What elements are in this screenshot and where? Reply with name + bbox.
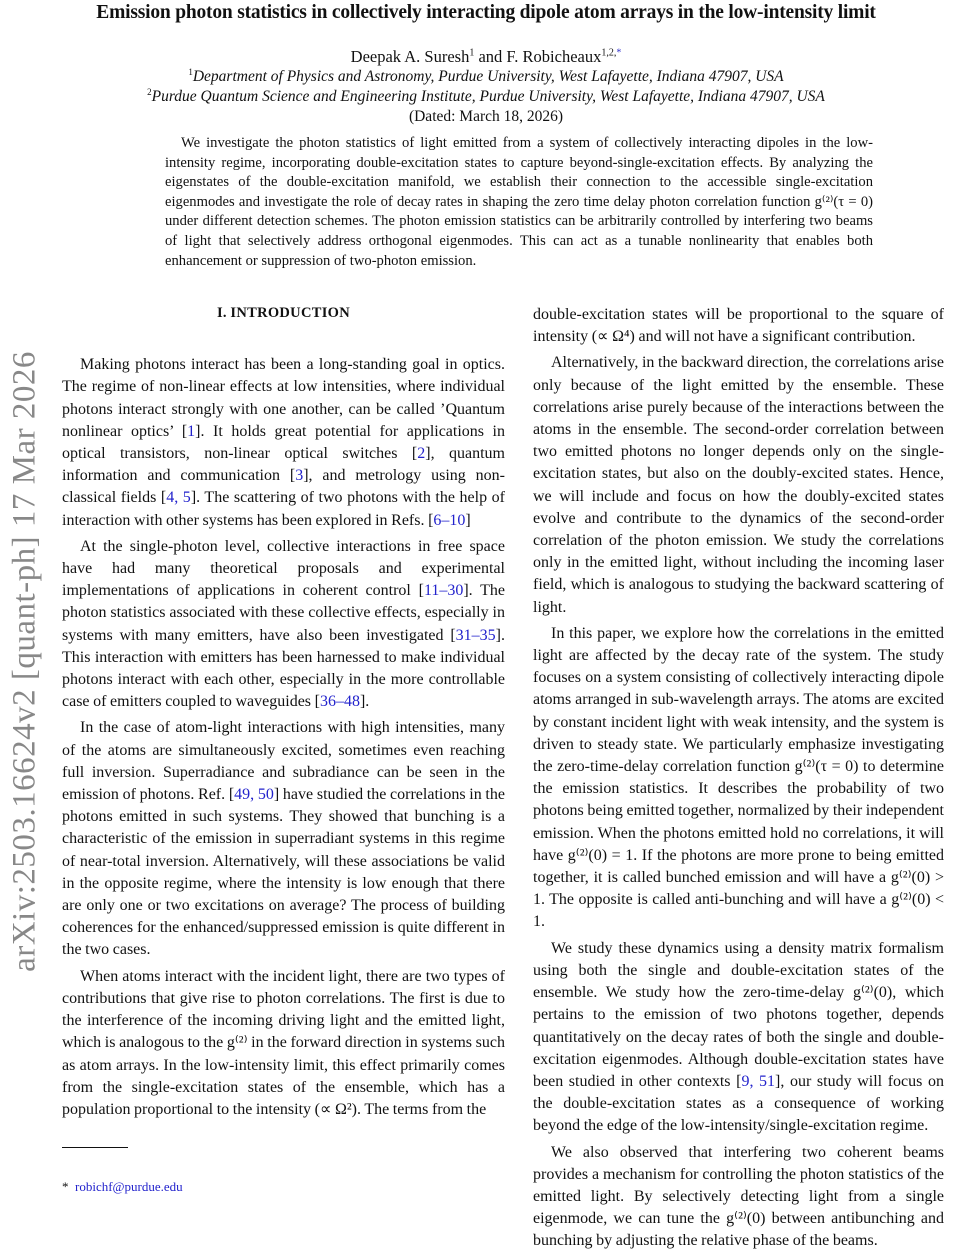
citation-link[interactable]: 11–30 (423, 582, 464, 600)
abstract: We investigate the photon statistics of light emitted from a system of collectively interacting dipoles in the low-intensity regime, incorporating double-excitation states to capture beyond-single-excitation effects. By analyzing the eigenstates of the double-excitation manifold, we establish their connection to the accessible single-excitation eigenmodes and investigate the role of decay rates in shaping the zero time delay photon correlation function g⁽²⁾(τ = 0) under different detection schemes. The photon emission statistics can be arbitrarily controlled by interfering two beams of light that selectively address orthogonal eigenmodes. This can act as a tunable nonlinearity that enables both enhancement or suppression of two-photon emission. (165, 135, 873, 269)
section-heading: I. INTRODUCTION (216, 305, 350, 321)
arxiv-side-label: arXiv:2503.16624v2 [quant-ph] 17 Mar 2026 (6, 351, 43, 972)
citation-link[interactable]: 4, 5 (166, 489, 191, 507)
paragraph: We also observed that interfering two coherent beams provides a mechanism for controlling the photon statistics of the emitted light. By selectively detecting light from a single eigenmode, we can tune the g⁽²⁾(0) between antibunching and bunching by adjusting the relative phase of the beams. (533, 1143, 944, 1250)
right-column (533, 304, 944, 1253)
left-column (62, 302, 505, 1121)
paragraph: In this paper, we explore how the correlations in the emitted light are affected by the decay rate of the system. The study focuses on a system consisting of collectively interacting dipole atoms arranged in sub-wavelength arrays. The atoms are excited by constant incident light with weak intensity, and the system is driven to steady state. We particularly emphasize investigating the zero-time-delay correlation function g⁽²⁾(τ = 0) to determine the emission statistics. It describes the probability of two photons being emitted together, normalized by their independent emission. When the photons emitted hold no correlations, it will have g⁽²⁾(0) = 1. If the photons are more prone to being emitted together, it is called bunched emission and will have a g⁽²⁾(0) > 1. The opposite is called anti-bunching and will have a g⁽²⁾(0) < 1. (533, 624, 944, 931)
affiliation-2: $^2$Purdue Quantum Science and Engineering Institute, Purdue University, West Lafayette, Indiana 47907, USA (147, 87, 825, 106)
corresponding-author-link[interactable]: * (616, 47, 622, 59)
paragraph: We study these dynamics using a density matrix formalism using both the single and double-excitation states of the ensemble. We study how the zero-time-delay g⁽²⁾(0), which pertains to the emission of two photons together, depends quantitatively on the decay rates of both the single and double-excitation eigenmodes. Although double-excitation states have been studied in other contexts [9, 51], our study will focus on the double-excitation states as a consequence of working beyond the edge of the low-intensity/single-excitation regime. (533, 939, 944, 1135)
paragraph: Alternatively, in the backward direction, the correlations arise only because of the light emitted by the ensemble. These correlations arise purely because of the interactions between the atoms in the ensemble. The second-order correlation between two emitted photons no longer depends only on the single-excitation states, but also on the doubly-excited states. Hence, we will include and focus on how the doubly-excited states evolve and contribute to the dynamics of the second-order correlation of the photon emission. We study the correlations only in the emitted light, without including the incoming laser field, which is analogous to studying the backward scattering of light. (533, 354, 944, 616)
citation-link[interactable]: 9, 51 (741, 1072, 776, 1090)
paper-title: Emission photon statistics in collectively interacting dipole atom arrays in the low-intensity limit (96, 2, 876, 23)
paragraph: At the single-photon level, collective interactions in free space have had many theoretical proposals and experimental implementations of applications in coherent control [11–30]. The photon statistics associated with these collective effects, especially in systems with many emitters, have also been investigated [31–35]. This interaction with emitters has been harnessed to make individual photons interact with each other, especially in the more controllable case of emitters coupled to waveguides [36–48]. (62, 537, 506, 711)
paragraph: Making photons interact has been a long-standing goal in optics. The regime of non-linear effects at low intensities, where individual photons interact strongly with one another, can be called ’Quantum nonlinear optics’ [1]. It holds great potential for applications in optical transistors, non-linear optical switches [2], quantum information and communication [3], and metrology using non-classical fields [4, 5]. The scattering of two photons with the help of interaction with other systems has been explored in Refs. [6–10] (62, 356, 505, 529)
citation-link[interactable]: 49, 50 (234, 786, 274, 804)
paragraph: In the case of atom-light interactions with high intensities, many of the atoms are simultaneously excited, sometimes even reaching full inversion. Superradiance and subradiance can be seen in the emission of photons. Ref. [49, 50] have studied the correlations in the photons emitted in such systems. They showed that bunching is a characteristic of the emission in superradiant systems in this regime of near-total inversion. Alternatively, will these associations be valid in the opposite regime, where the intensity is low enough that there are only one or two excitations on average? The process of building coherences for the enhanced/suppressed emission is quite different in the two cases. (62, 719, 505, 959)
citation-link[interactable]: 36–48 (319, 693, 360, 711)
paragraph: double-excitation states will be proportional to the square of intensity (∝ Ω⁴) and will not have a significant contribution. (533, 306, 944, 346)
footnote: * robichf@purdue.edu (62, 1179, 183, 1194)
citation-link[interactable]: 31–35 (455, 626, 496, 644)
affiliation-1: $^1$Department of Physics and Astronomy, Purdue University, West Lafayette, Indiana 47907, USA (188, 67, 784, 86)
citation-link[interactable]: 3 (295, 467, 304, 485)
author-1-affil: 1 (469, 47, 475, 59)
email-link[interactable]: robichf@purdue.edu (75, 1179, 183, 1194)
authors (0, 47, 972, 67)
paragraph: When atoms interact with the incident light, there are two types of contributions that give rise to photon correlations. The first is due to the interference of the incoming driving light and the emitted light, which is analogous to the g⁽²⁾ in the forward direction in systems such as atom arrays. In the low-intensity limit, this effect primarily comes from the single-excitation states of the ensemble, which has a population proportional to the intensity (∝ Ω²). The terms from the (62, 967, 505, 1118)
date-line: (Dated: March 18, 2026) (408, 108, 564, 125)
author-1: Deepak A. Suresh (350, 47, 470, 66)
author-2: F. Robicheaux (506, 47, 602, 66)
footnote-rule (62, 1147, 128, 1148)
citation-link[interactable]: 6–10 (433, 511, 466, 529)
citation-link[interactable]: 1 (187, 422, 196, 440)
citation-link[interactable]: 2 (417, 445, 426, 463)
authors-and: and (474, 47, 507, 66)
author-2-affil: 1,2,* (601, 47, 622, 59)
